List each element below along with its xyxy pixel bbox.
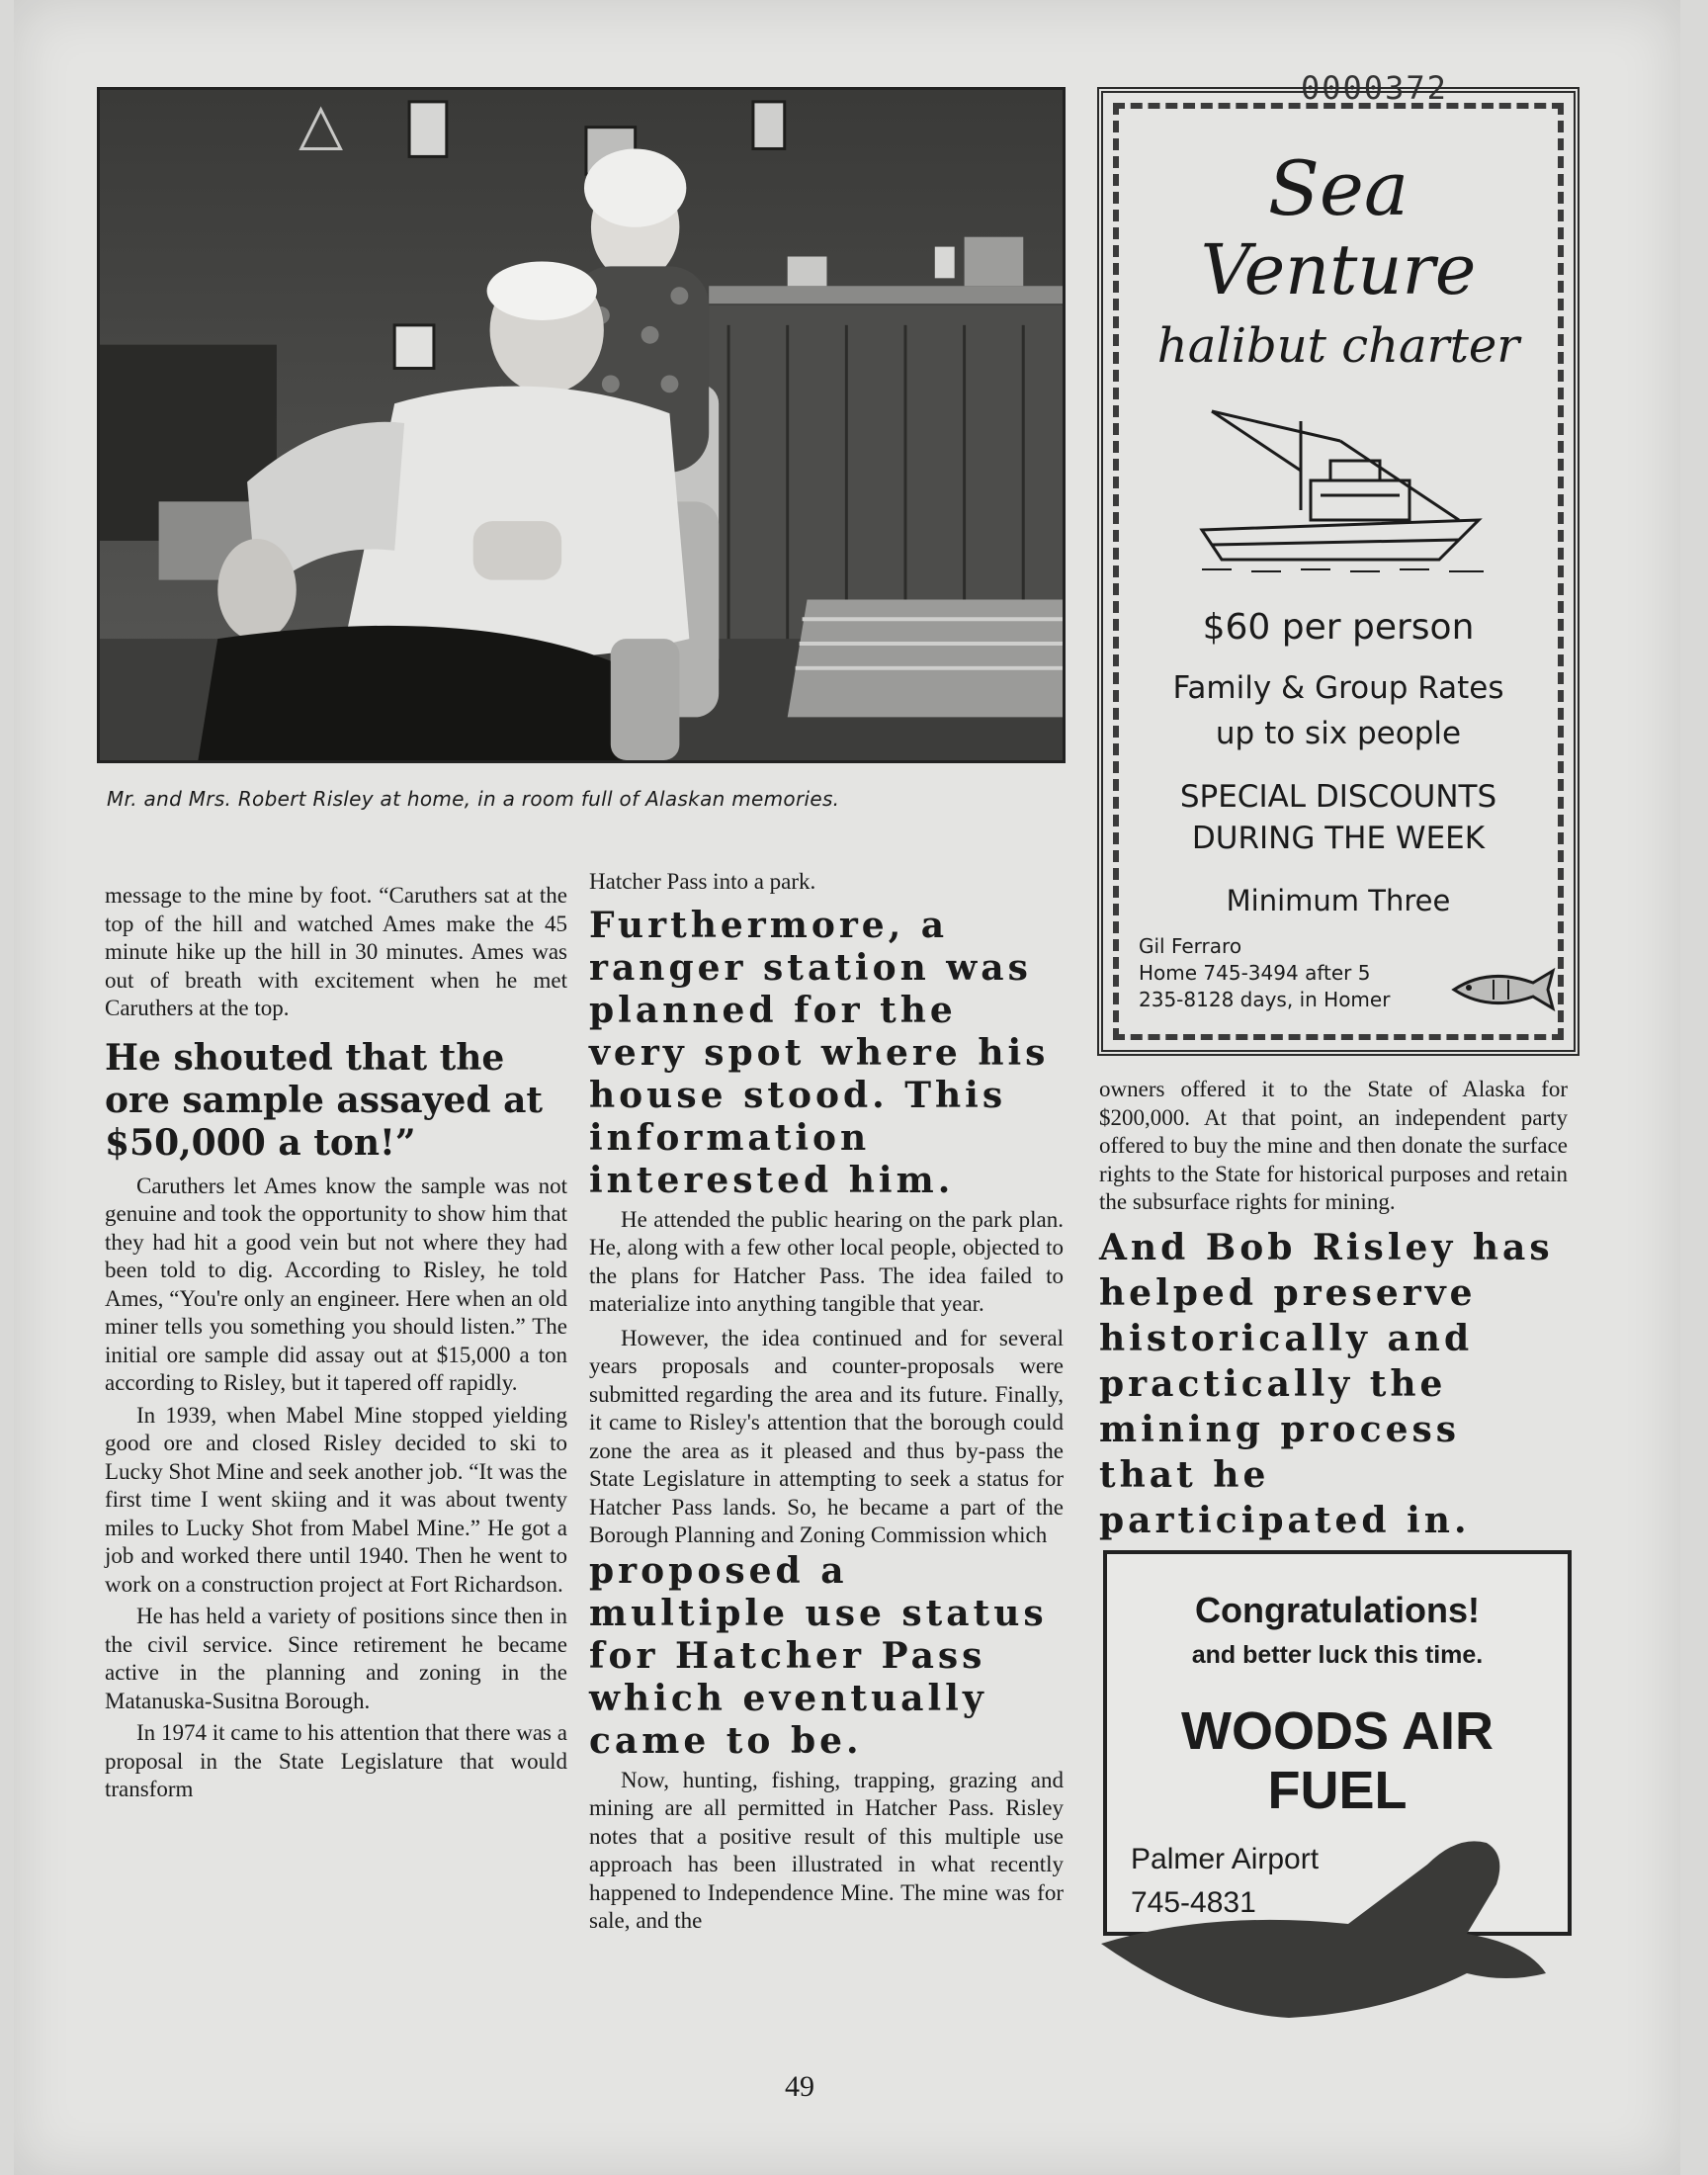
- ad-congrats: Congratulations!: [1195, 1590, 1480, 1630]
- photo-caption: Mr. and Mrs. Robert Risley at home, in a room full of Alaskan memories.: [107, 787, 840, 811]
- paragraph: He has held a variety of positions since then in the civil service. Since retirement he became active in the planning and zoning in the Matanuska-Susitna Borough.: [105, 1604, 567, 1713]
- ad-name-2: FUEL: [1267, 1761, 1408, 1820]
- page-number: 49: [785, 2070, 814, 2103]
- pull-quote: He shouted that the ore sample assayed at $50,000 a ton!”: [105, 1036, 544, 1164]
- risley-photo: [97, 87, 1066, 763]
- ad-phone: 745-4831: [1131, 1886, 1256, 1919]
- ad-name-1: WOODS AIR: [1181, 1701, 1494, 1761]
- sea-venture-ad: [1097, 87, 1580, 1056]
- airplane-icon: [1091, 1815, 1566, 2023]
- paragraph: Hatcher Pass into a park.: [589, 869, 816, 894]
- ad-rates-2: up to six people: [1215, 716, 1462, 751]
- ad-contact-home: Home 745-3494 after 5: [1139, 961, 1371, 985]
- paragraph: He attended the public hearing on the park plan. He, along with a few other local people, objected to the plans for Hatcher Pass. The idea failed to materialize into anything tangible that year.: [589, 1206, 1064, 1316]
- paragraph: In 1939, when Mabel Mine stopped yielding good ore and closed Risley decided to ski to Lucky Shot Mine and seek another job. “It was the first time I went skiing and it was about twenty miles to Lucky Shot from Mabel Mine.” He got a job and worked there until 1940. Then he went to work on a construction project at Fort Richardson.: [105, 1402, 567, 1597]
- paragraph: In 1974 it came to his attention that there was a proposal in the State Legislature that would transform: [105, 1720, 567, 1801]
- paragraph: message to the mine by foot. “Caruthers sat at the top of the hill and watched Ames make the 45 minute hike up the hill in 30 minutes. Ames was out of breath with excitement when he met Caruthers at the top.: [105, 883, 567, 1020]
- ad-discount-2: DURING THE WEEK: [1191, 821, 1486, 856]
- boat-icon: [1192, 401, 1498, 579]
- fish-icon: [1449, 965, 1558, 1014]
- ad-contact-name: Gil Ferraro: [1139, 934, 1242, 958]
- pull-quote-lead: proposed: [589, 1549, 805, 1592]
- pull-quote: [589, 1550, 1064, 1763]
- ad-title-sea: Sea: [1267, 144, 1409, 232]
- ad-title-venture: Venture: [1200, 229, 1477, 310]
- paragraph: owners offered it to the State of Alaska for $200,000. At that point, an independent party offered to buy the mine and then donate the surface rights to the State for historical purposes and retain the subsurface rights for mining.: [1099, 1077, 1568, 1214]
- ad-rates-1: Family & Group Rates: [1172, 670, 1504, 706]
- pull-quote: Furthermore, a ranger station was planned for the very spot where his house stood. This information interested him.: [589, 904, 1050, 1201]
- ad-minimum: Minimum Three: [1226, 884, 1451, 917]
- article-column-2: [589, 868, 1064, 1936]
- ad-price: $60 per person: [1202, 607, 1475, 648]
- pull-quote: And Bob Risley has helped preserve historically and practically the mining process that he participated in.: [1099, 1226, 1554, 1541]
- paragraph: Now, hunting, fishing, trapping, grazing and mining are all permitted in Hatcher Pass. Risley notes that a positive result of this multiple use approach has been illustrated in what recently happened to Independence Mine. The mine was for sale, and the: [589, 1767, 1064, 1933]
- ad-discount-1: SPECIAL DISCOUNTS: [1179, 779, 1497, 815]
- ad-location: Palmer Airport: [1131, 1843, 1320, 1875]
- ad-subtitle: halibut charter: [1156, 318, 1520, 374]
- ad-luck: and better luck this time.: [1191, 1641, 1484, 1669]
- article-column-3: [1099, 1076, 1568, 1543]
- article-column-1: [105, 882, 567, 1804]
- paragraph: Caruthers let Ames know the sample was not genuine and took the opportunity to show him that they had hit a good vein but not where they had been told to dig. According to Risley, he told Ames, “You're only an engineer. Here when an old miner tells you something you should listen.” The initial ore sample did assay out at $15,000 a ton according to Risley, but it tapered off rapidly.: [105, 1173, 567, 1395]
- pull-quote-rest: a multiple use status for Hatcher Pass which eventually came to be.: [589, 1549, 1048, 1762]
- sheet-number: 0000372: [1301, 69, 1448, 107]
- magazine-page: [14, 0, 1680, 2175]
- ad-contact-days: 235-8128 days, in Homer: [1139, 988, 1391, 1011]
- paragraph: However, the idea continued and for several years proposals and counter-proposals were submitted regarding the area and its future. Finally, it came to Risley's attention that the borough could zone the area as it pleased and thus by-pass the State Legislature in attempting to seek a status for Hatcher Pass lands. So, he became a part of the Borough Planning and Zoning Commission which: [589, 1325, 1064, 1547]
